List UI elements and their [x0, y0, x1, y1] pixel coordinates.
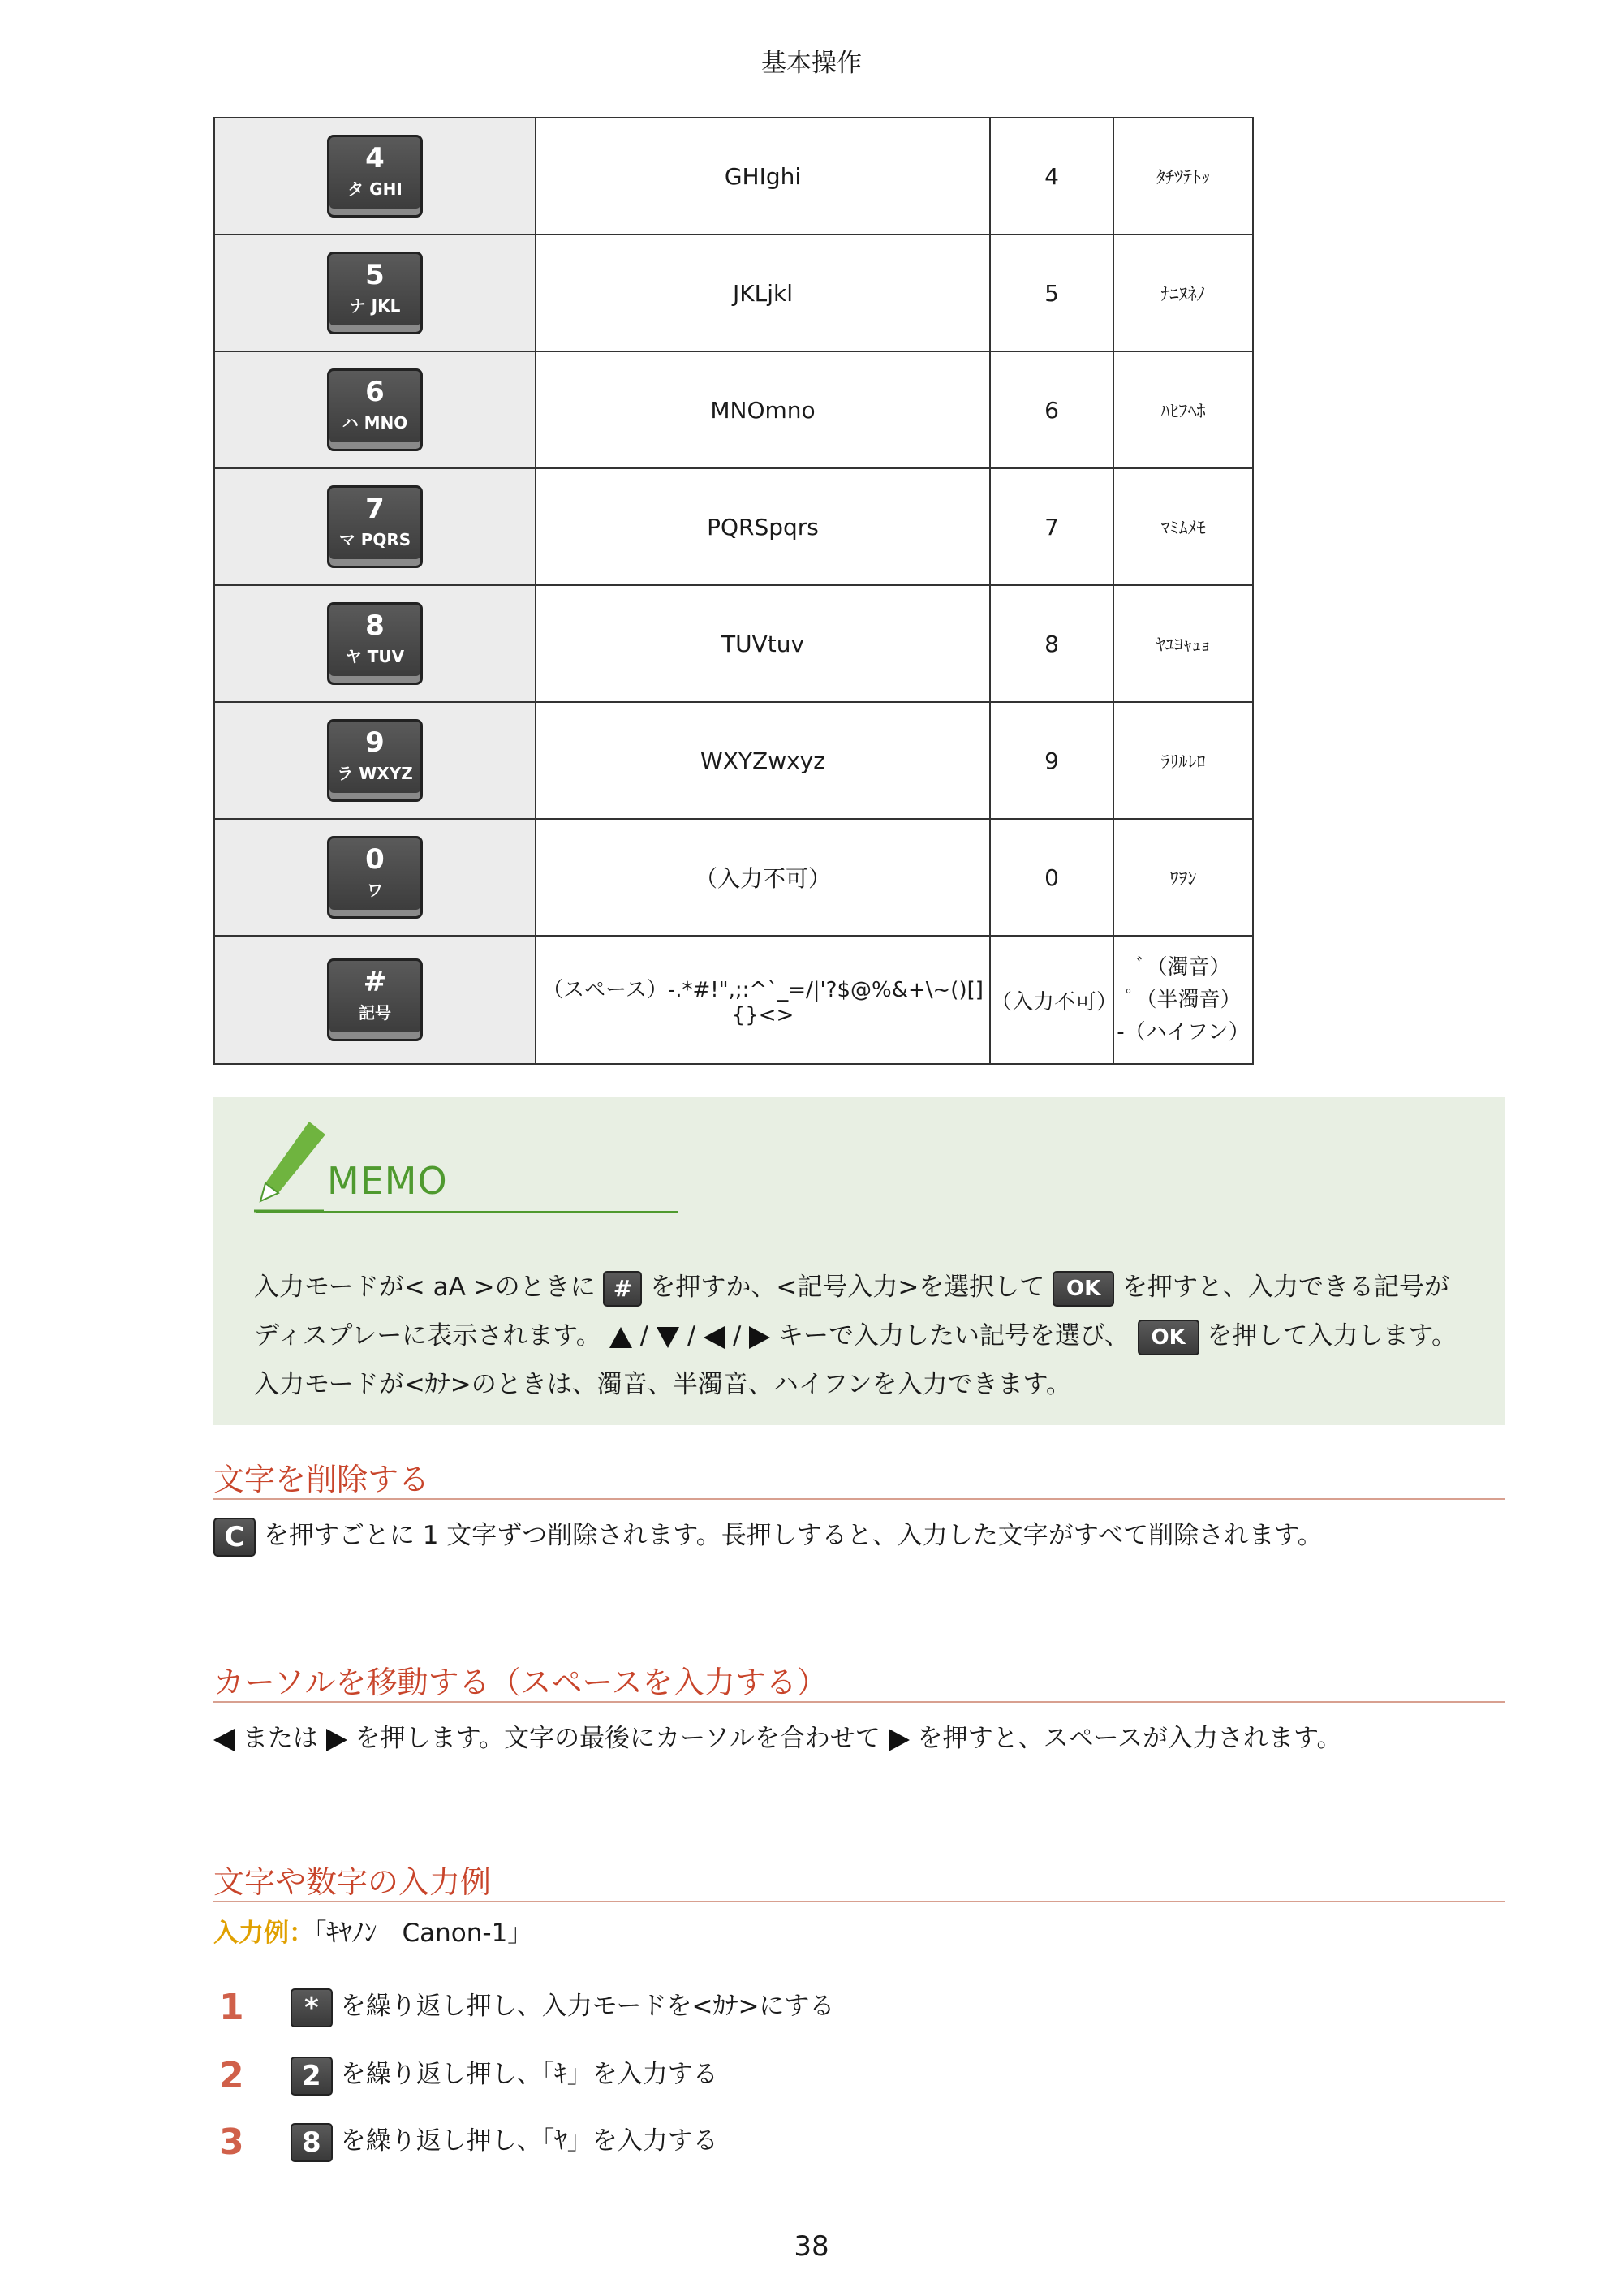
- memo-underline: [256, 1211, 678, 1213]
- right-arrow-icon: [889, 1729, 910, 1751]
- key-7-icon: 7 マ PQRS: [327, 485, 423, 568]
- table-row: [214, 702, 1253, 819]
- ok-key-icon: OK: [1138, 1320, 1199, 1355]
- key-cell: [214, 235, 536, 351]
- digit-cell: 5: [990, 235, 1113, 351]
- step-3: 3 8 を繰り返し押し、「ﾔ」を入力する: [219, 2122, 718, 2163]
- letters-cell: MNOmno: [536, 351, 990, 468]
- memo-text: [254, 1263, 1487, 1409]
- table-row: [214, 235, 1253, 351]
- digit-cell: 4: [990, 118, 1113, 235]
- key-4-icon: 4 タ GHI: [327, 135, 423, 218]
- key-cell: [214, 936, 536, 1064]
- table-row: [214, 118, 1253, 235]
- kana-cell: ﾗﾘﾙﾚﾛ: [1113, 702, 1253, 819]
- up-arrow-icon: [609, 1327, 632, 1348]
- right-arrow-icon: [326, 1729, 347, 1751]
- memo-line-2: ディスプレーに表示されます。 / / / キーで入力したい記号を選び、 OK を押して入力します。: [254, 1312, 1487, 1360]
- key-8-icon: 8 ヤ TUV: [327, 602, 423, 685]
- digit-cell: 7: [990, 468, 1113, 585]
- key-6-icon: 6 ハ MNO: [327, 368, 423, 451]
- digit-cell: 0: [990, 819, 1113, 936]
- key-cell: [214, 468, 536, 585]
- kana-cell: ﾞ（濁音） ﾟ（半濁音） -（ハイフン）: [1113, 936, 1253, 1064]
- key-8-icon: 8: [291, 2123, 333, 2162]
- key-9-icon: 9 ラ WXYZ: [327, 719, 423, 802]
- down-arrow-icon: [657, 1327, 679, 1348]
- clear-key-icon: C: [213, 1518, 256, 1557]
- ok-key-icon: OK: [1053, 1271, 1114, 1307]
- page-header: 基本操作: [761, 49, 862, 78]
- left-arrow-icon: [704, 1326, 725, 1349]
- table-row: [214, 585, 1253, 702]
- kana-cell: ﾔﾕﾖｬｭｮ: [1113, 585, 1253, 702]
- table-row: [214, 468, 1253, 585]
- table-row-symbol: [214, 936, 1253, 1064]
- section-rule: [213, 1701, 1505, 1703]
- letters-cell: PQRSpqrs: [536, 468, 990, 585]
- right-arrow-icon: [749, 1326, 770, 1349]
- digit-cell: 6: [990, 351, 1113, 468]
- memo-title: MEMO: [327, 1159, 448, 1203]
- letters-cell: （入力不可）: [536, 819, 990, 936]
- table-row: [214, 819, 1253, 936]
- section-rule: [213, 1901, 1505, 1902]
- left-arrow-icon: [213, 1729, 235, 1751]
- letters-cell: （スペース）-.*#!",;:^`_=/|'?$@%&+\~()[]{}<>: [536, 936, 990, 1064]
- key-cell: [214, 819, 536, 936]
- key-cell: [214, 351, 536, 468]
- memo-line-1: 入力モードが< aA >のときに # を押すか、<記号入力>を選択して OK を押すと、入力できる記号が: [254, 1263, 1487, 1312]
- letters-cell: TUVtuv: [536, 585, 990, 702]
- digit-cell: 8: [990, 585, 1113, 702]
- hash-key-icon: #: [603, 1271, 642, 1307]
- step-2: 2 2 を繰り返し押し、「ｷ」を入力する: [219, 2055, 718, 2096]
- kana-cell: ﾀﾁﾂﾃﾄｯ: [1113, 118, 1253, 235]
- digit-cell: （入力不可）: [990, 936, 1113, 1064]
- letters-cell: JKLjkl: [536, 235, 990, 351]
- key-2-icon: 2: [291, 2057, 333, 2096]
- kana-cell: ﾜｦﾝ: [1113, 819, 1253, 936]
- example-line: [213, 1912, 532, 1949]
- section-rule: [213, 1498, 1505, 1500]
- section-title-delete: 文字を削除する: [213, 1462, 430, 1497]
- section-body-cursor: または を押します。文字の最後にカーソルを合わせて を押すと、スペースが入力されます。: [213, 1717, 1505, 1754]
- kana-cell: ﾅﾆﾇﾈﾉ: [1113, 235, 1253, 351]
- example-label: 入力例：: [213, 1919, 314, 1948]
- digit-cell: 9: [990, 702, 1113, 819]
- letters-cell: WXYZwxyz: [536, 702, 990, 819]
- key-cell: [214, 585, 536, 702]
- asterisk-key-icon: *: [291, 1988, 333, 2027]
- key-cell: [214, 118, 536, 235]
- kana-cell: ﾊﾋﾌﾍﾎ: [1113, 351, 1253, 468]
- letters-cell: GHIghi: [536, 118, 990, 235]
- key-5-icon: 5 ナ JKL: [327, 252, 423, 334]
- step-1: 1 * を繰り返し押し、入力モードを<ｶﾅ>にする: [219, 1987, 835, 2028]
- table-row: [214, 351, 1253, 468]
- section-title-example: 文字や数字の入力例: [213, 1864, 492, 1900]
- section-title-cursor: カーソルを移動する（スペースを入力する）: [213, 1665, 828, 1700]
- hash-key-icon: # 記号: [327, 958, 423, 1041]
- pencil-icon: [246, 1117, 335, 1214]
- page-number: 38: [794, 2230, 829, 2263]
- memo-box: [213, 1097, 1505, 1425]
- section-body-delete: C を押すごとに 1 文字ずつ削除されます。長押しすると、入力した文字がすべて削除されます。: [213, 1514, 1505, 1557]
- key-0-icon: 0 ワ: [327, 836, 423, 919]
- kana-cell: ﾏﾐﾑﾒﾓ: [1113, 468, 1253, 585]
- key-input-table: [213, 117, 1254, 1065]
- memo-line-3: 入力モードが<ｶﾅ>のときは、濁音、半濁音、ハイフンを入力できます。: [254, 1370, 1072, 1399]
- key-cell: [214, 702, 536, 819]
- example-value: 「ｷﾔﾉﾝ Canon-1」: [314, 1919, 533, 1948]
